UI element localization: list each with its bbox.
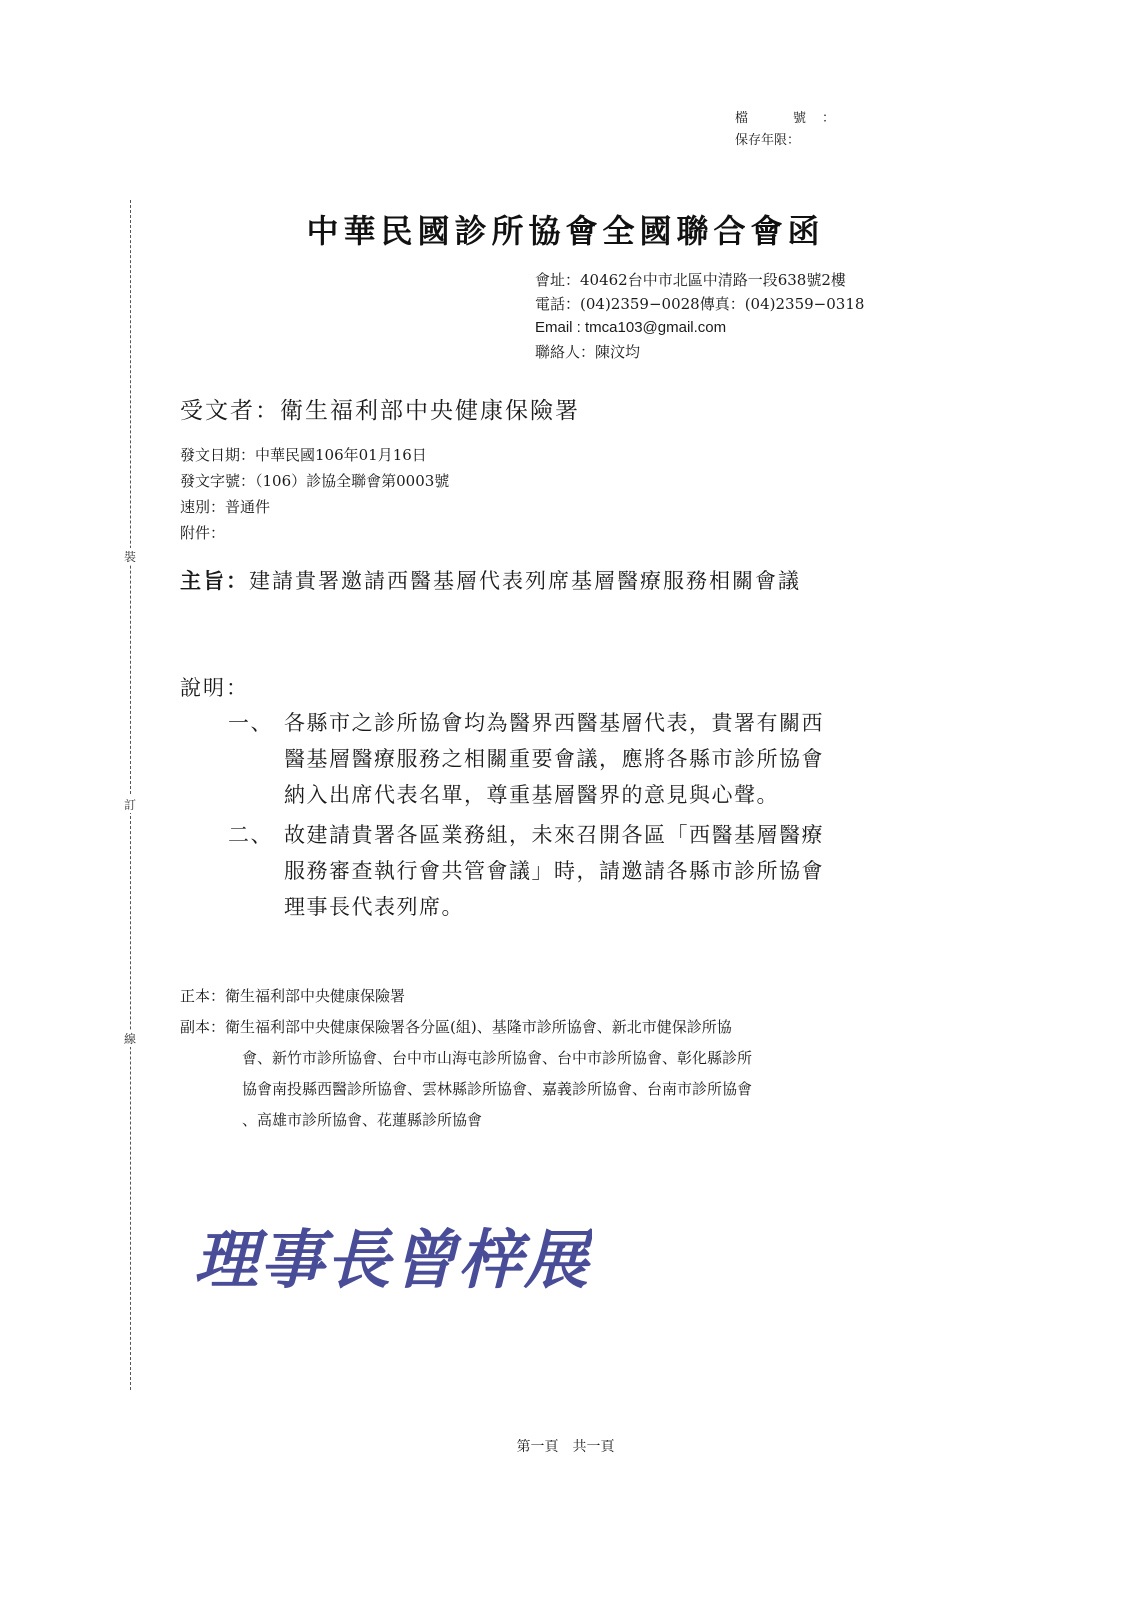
subject-text: 建請貴署邀請西醫基層代表列席基層醫療服務相關會議 <box>249 569 801 593</box>
item-line: 服務審查執行會共管會議」時，請邀請各縣市診所協會 <box>284 859 824 883</box>
copies-block <box>180 981 752 1136</box>
document-title: 中華民國診所協會全國聯合會函 <box>306 212 825 250</box>
signature-stamp <box>192 1196 592 1306</box>
file-number-label: 檔 號： <box>734 111 851 126</box>
subject-label: 主旨： <box>180 568 249 593</box>
binding-line <box>130 200 131 1390</box>
cc-line: 、高雄市診所協會、花蓮縣診所協會 <box>242 1111 483 1129</box>
item-line: 理事長代表列席。 <box>284 895 464 919</box>
item-number: 一、 <box>228 711 273 735</box>
file-fields <box>735 108 851 152</box>
binding-char-zhuang: 裝 <box>121 548 139 565</box>
cc-line: 協會南投縣西醫診所協會、雲林縣診所協會、嘉義診所協會、台南市診所協會 <box>242 1080 753 1098</box>
sender-phone-fax: 電話：(04)2359−0028傳真：(04)2359−0318 <box>535 295 865 313</box>
binding-char-xian: 線 <box>121 1030 139 1047</box>
svg-text:理事長曾梓展: 理事長曾梓展 <box>194 1223 590 1298</box>
retention-label: 保存年限： <box>734 133 800 148</box>
original-copy: 正本：衛生福利部中央健康保險署 <box>180 987 406 1005</box>
sender-contact: 聯絡人：陳汶均 <box>535 343 641 361</box>
sender-email: Email : tmca103@gmail.com <box>535 319 727 336</box>
delivery-speed: 速別：普通件 <box>180 498 271 516</box>
explanation-item <box>228 817 824 925</box>
recipient: 受文者：衛生福利部中央健康保險署 <box>180 398 580 424</box>
item-line: 醫基層醫療服務之相關重要會議，應將各縣市診所協會 <box>284 747 824 771</box>
page-footer: 第一頁 共一頁 <box>516 1439 615 1455</box>
sender-address: 會址：40462台中市北區中清路一段638號2樓 <box>535 271 846 289</box>
item-line: 納入出席代表名單，尊重基層醫界的意見與心聲。 <box>284 783 779 807</box>
cc-line: 會、新竹市診所協會、台中市山海屯診所協會、台中市診所協會、彰化縣診所 <box>242 1049 753 1067</box>
binding-char-ding: 訂 <box>121 796 139 813</box>
cc-line: 副本：衛生福利部中央健康保險署各分區(組)、基隆市診所協會、新北市健保診所協 <box>180 1018 732 1036</box>
explanation-item <box>228 705 824 813</box>
document-number: 發文字號：（106）診協全聯會第0003號 <box>180 472 450 490</box>
issue-date: 發文日期：中華民國106年01月16日 <box>180 446 427 464</box>
subject <box>180 565 801 595</box>
document-meta <box>180 442 449 546</box>
item-number: 二、 <box>228 823 273 847</box>
sender-block <box>535 268 864 364</box>
explanation-label: 說明： <box>180 676 249 700</box>
item-line: 故建請貴署各區業務組，未來召開各區「西醫基層醫療 <box>284 823 824 847</box>
item-line: 各縣市之診所協會均為醫界西醫基層代表，貴署有關西 <box>284 711 824 735</box>
attachment: 附件： <box>180 524 226 542</box>
